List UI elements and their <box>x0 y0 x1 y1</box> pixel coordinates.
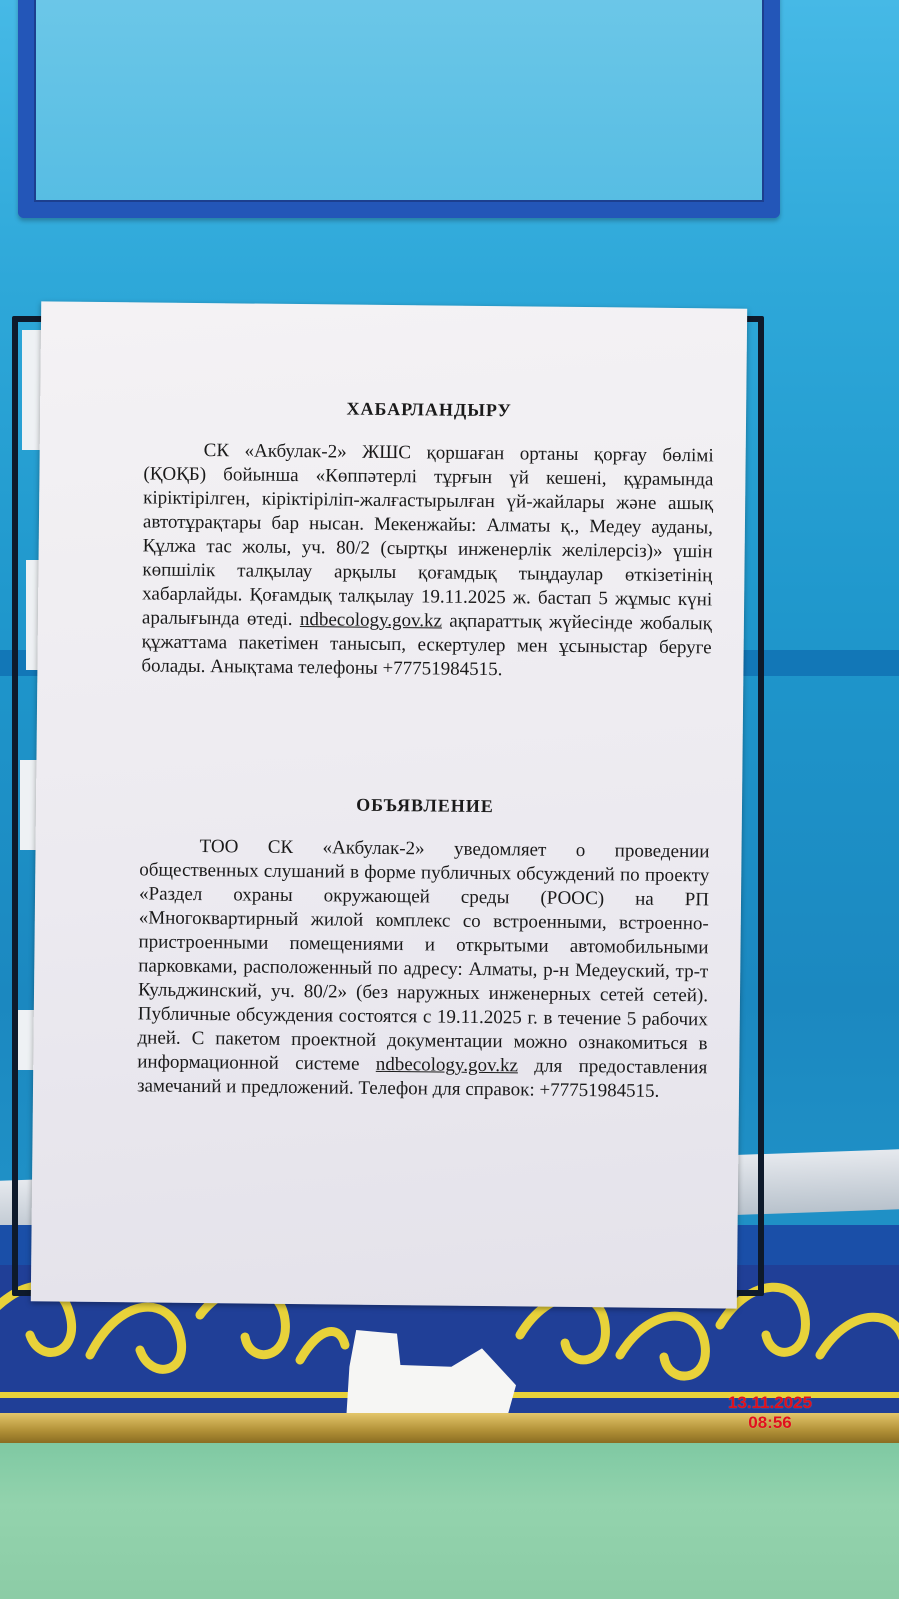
notice-sheet <box>31 301 747 1308</box>
russian-body-text-end: для предоставления замечаний и предложений. Телефон для справок: +77751984515. <box>136 1055 708 1102</box>
kazakh-title: ХАБАРЛАНДЫРУ <box>346 398 512 421</box>
kazakh-notice <box>141 394 714 684</box>
empty-picture-frame <box>18 0 780 218</box>
kazakh-body-text-end: ақпараттық жүйесінде жобалық құжаттама пакетімен танысып, ескертулер мен ұсыныстар беруге болады. Анықтама телефоны +77751984515. <box>141 610 713 681</box>
russian-body <box>137 834 710 1104</box>
russian-title: ОБЪЯВЛЕНИЕ <box>356 794 494 817</box>
green-wall <box>0 1443 899 1599</box>
timestamp-date: 13.11.2025 <box>727 1393 813 1412</box>
photo-timestamp <box>700 1393 840 1433</box>
kazakh-body-text: СК «Акбулак-2» ЖШС қоршаған ортаны қорғау бөлімі (ҚОҚБ) бойынша «Көппәтерлі тұрғын үй кешені, құрамында кіріктірілген, кіріктіріліп-жалғастырылған үй-жайлары және ашық автотұрақтары бар нысан. Мекенжайы: Алматы қ., Медеу ауданы, Құлжа тас жолы, уч. 80/2 (сыртқы инженерлік желілерсіз)» үшін көпшілік талқылау арқылы қоғамдық тыңдаулар өткізетінің хабарлайды. Қоғамдық талқылау 19.11.2025 ж. бастап 5 жұмыс күні аралығында өтеді. <box>141 440 714 631</box>
timestamp-time: 08:56 <box>748 1413 792 1432</box>
russian-notice <box>137 790 710 1104</box>
kazakh-link: ndbecology.gov.kz <box>299 609 443 632</box>
russian-body-text: ТОО СК «Акбулак-2» уведомляет о проведении общественных слушаний в форме публичных обсуждений по проекту «Раздел охраны окружающей среды (РООС) на РП «Многоквартирный жилой комплекс со встроенными, встроенно-пристроенными помещениями и открытыми автомобильными парковками, расположенный по адресу: Алматы, р-н Медеуский, тр-т Кульджинский, уч. 80/2» (без наружных инженерных сетей сетей). Публичные обсуждения состоятся с 19.11.2025 г. в течение 5 рабочих дней. С пакетом проектной документации можно ознакомиться в информационной системе <box>137 836 710 1075</box>
kazakh-body <box>141 438 713 684</box>
russian-link: ndbecology.gov.kz <box>375 1053 519 1077</box>
